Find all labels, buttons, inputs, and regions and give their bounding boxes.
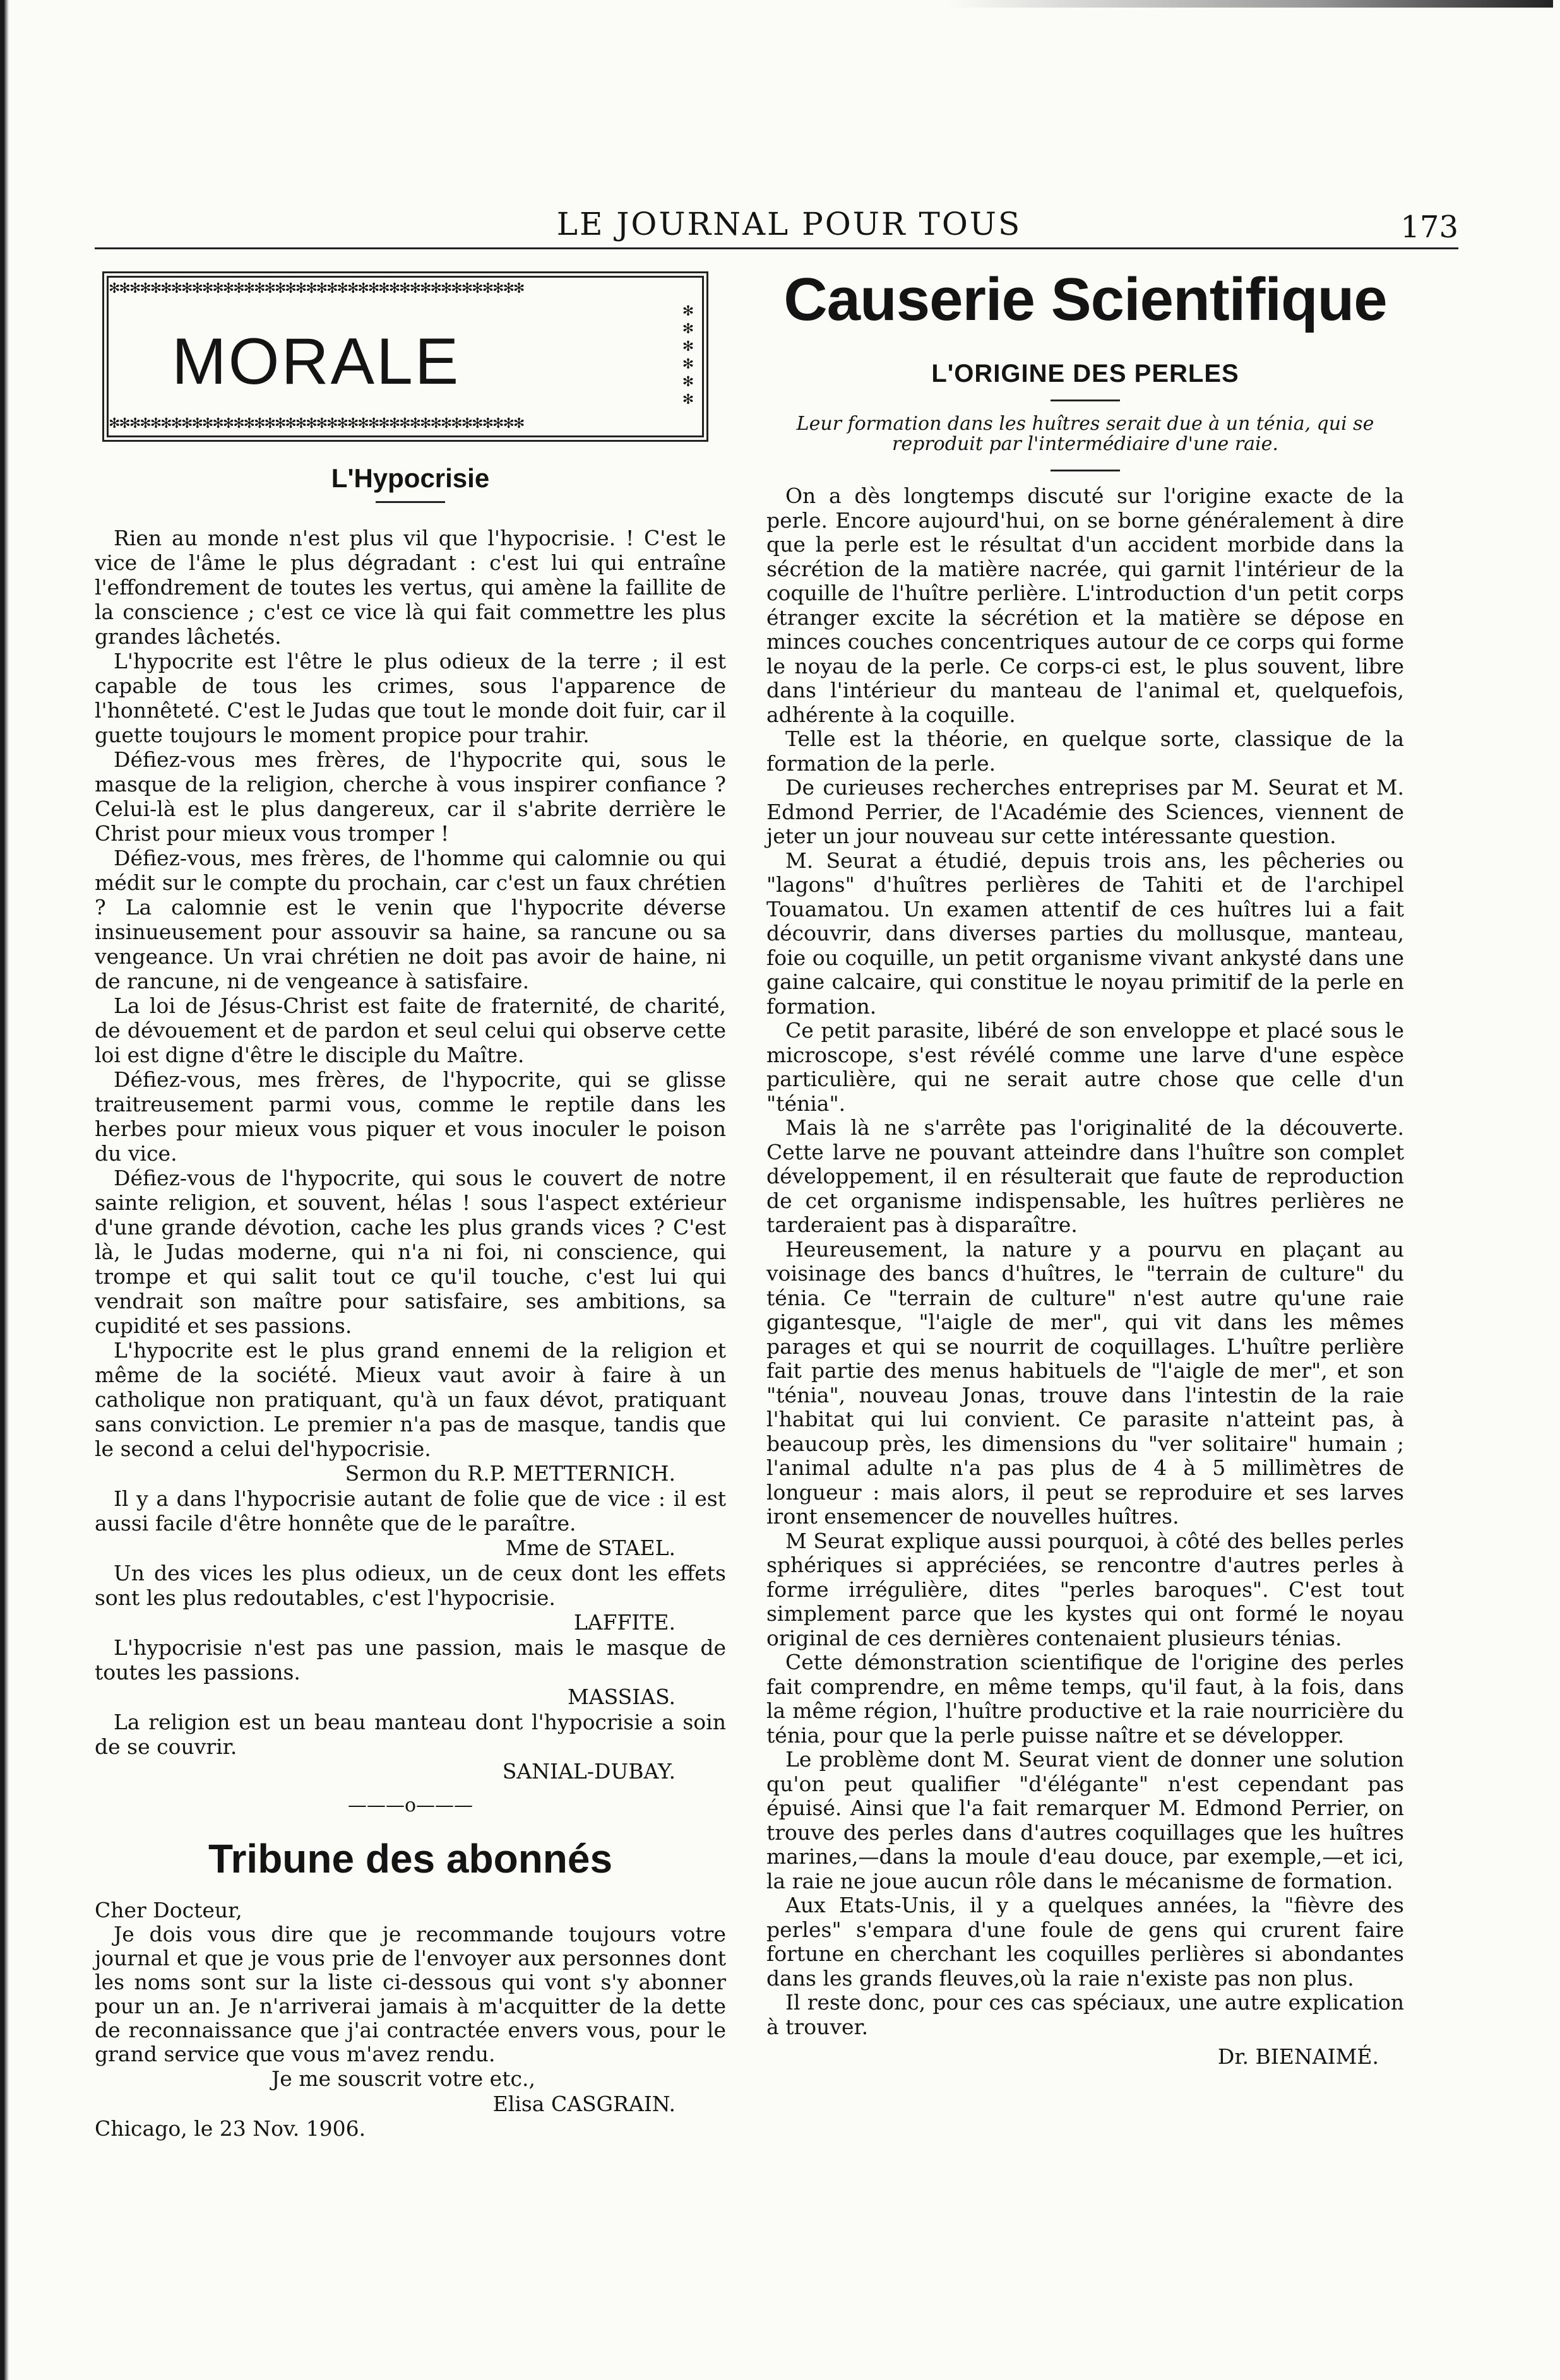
right-column	[766, 266, 1404, 2069]
divider	[376, 501, 445, 503]
star-border-icon: ✻ ✻ ✻ ✻ ✻ ✻	[682, 304, 694, 408]
scan-mark	[947, 0, 1553, 8]
paragraph: Défiez-vous mes frères, de l'hypocrite qui, sous le masque de la religion, cherche à vous inspirer confiance ? Celui-là est le plus dangereux, car il s'abrite derrière le Christ pour mieux vous tromper !	[95, 747, 726, 846]
left-column	[95, 271, 726, 2141]
quote: L'hypocrisie n'est pas une passion, mais le masque de toutes les passions.	[95, 1635, 726, 1684]
article-headline: L'ORIGINE DES PERLES	[931, 360, 1239, 388]
paragraph: Mais là ne s'arrête pas l'originalité de la découverte. Cette larve ne pouvant atteindre dans l'huître son complet développement, il en résulterait que faute de reproduction de cet organisme indispensable, les huîtres perlières ne tarderaient pas à disparaître.	[766, 1115, 1404, 1237]
quote-signature: SANIAL-DUBAY.	[502, 1759, 676, 1784]
page-number: 173	[1400, 210, 1458, 245]
quote: Un des vices les plus odieux, un de ceux dont les effets sont les plus redoutables, c'est l'hypocrisie.	[95, 1561, 726, 1610]
paragraph: Défiez-vous, mes frères, de l'hypocrite, qui se glisse traitreusement parmi vous, comme le reptile dans les herbes pour mieux vous piquer et vous inoculer le poison du vice.	[95, 1067, 726, 1166]
paragraph: Heureusement, la nature y a pourvu en plaçant au voisinage des bancs d'huîtres, le "terrain de culture" du ténia. Ce "terrain de culture" n'est autre qu'une raie gigantesque, "l'aigle de mer", qui vit dans les mêmes parages et qui se nourrit de coquillages. L'huître perlière fait partie des menus habituels de "l'aigle de mer", et son "ténia", nouveau Jonas, trouve dans l'intestin de la raie l'habitat qui lui convient. Ce parasite n'atteint pas, à beaucoup près, les dimensions du "ver solitaire" humain ; l'animal adulte n'a pas plus de 4 à 5 millimètres de longueur : mais alors, il peut se reproduire et ses larves iront ensemencer de nouvelles huîtres.	[766, 1236, 1404, 1529]
quote-signature: LAFFITE.	[573, 1610, 676, 1635]
paragraph: Défiez-vous, mes frères, de l'homme qui calomnie ou qui médit sur le compte du prochain, car c'est un faux chrétien ? La calomnie est le venin que l'hypocrite déverse insinueusement pour assouvir sa haine, sa rancune ou sa vengeance. Un vrai chrétien ne doit pas avoir de haine, ni de rancune, ni de vengeance à satisfaire.	[95, 846, 726, 993]
quote: La religion est un beau manteau dont l'hypocrisie a soin de se couvrir.	[95, 1710, 726, 1759]
paragraph: Telle est la théorie, en quelque sorte, classique de la formation de la perle.	[766, 726, 1404, 776]
quote-signature: Sermon du R.P. METTERNICH.	[345, 1461, 676, 1486]
paragraph: La loi de Jésus-Christ est faite de fraternité, de charité, de dévouement et de pardon et seul celui qui observe cette loi est digne d'être le disciple du Maître.	[95, 993, 726, 1067]
journal-title: LE JOURNAL POUR TOUS	[556, 206, 1022, 242]
divider	[1051, 470, 1120, 471]
page-header	[95, 206, 1458, 246]
star-border-icon: ✻✻✻✻✻✻✻✻✻✻✻✻✻✻✻✻✻✻✻✻✻✻✻✻✻✻✻✻✻✻✻✻✻✻✻✻✻✻✻✻	[109, 281, 524, 297]
paragraph: Il reste donc, pour ces cas spéciaux, une autre explication à trouver.	[766, 1990, 1404, 2039]
quote-signature: Mme de STAEL.	[505, 1536, 676, 1560]
morale-banner	[102, 271, 708, 442]
paragraph: Le problème dont M. Seurat vient de donner une solution qu'on peut qualifier "d'élégante" n'est cependant pas épuisé. Ainsi que l'a fait remarquer M. Edmond Perrier, on trouve des perles dans d'autres coquillages que les huîtres marines,—dans la moule d'eau douce, par exemple,—et ici, la raie ne joue aucun rôle dans le mécanisme de formation.	[766, 1747, 1404, 1893]
header-rule	[95, 247, 1458, 249]
subscriber-letter	[95, 1898, 726, 2141]
letter-place-date: Chicago, le 23 Nov. 1906.	[95, 2116, 366, 2141]
divider	[1051, 400, 1120, 401]
article-lead: Leur formation dans les huîtres serait due à un ténia, qui se reproduit par l'intermédiaire d'une raie.	[796, 413, 1374, 455]
scan-edge	[0, 0, 9, 2380]
paragraph: L'hypocrite est le plus grand ennemi de la religion et même de la société. Mieux vaut avoir à faire à un catholique non pratiquant, qu'à un faux dévot, pratiquant sans conviction. Le premier n'a pas de masque, tandis que le second a celui del'hypocrisie.	[95, 1338, 726, 1461]
paragraph: Cette démonstration scientifique de l'origine des perles fait comprendre, en même temps, qu'il faut, à la fois, dans la même région, l'huître productive et la raie nourricière du ténia, pour que la perle puisse naître et se développer.	[766, 1650, 1404, 1748]
morale-title: MORALE	[172, 325, 461, 398]
quote: Il y a dans l'hypocrisie autant de folie que de vice : il est aussi facile d'être honnête que de le paraître.	[95, 1486, 726, 1536]
paragraph: L'hypocrite est l'être le plus odieux de la terre ; il est capable de tous les crimes, sous l'apparence de l'honnêteté. C'est le Judas que tout le monde doit fuir, car il guette toujours le moment propice pour trahir.	[95, 649, 726, 747]
paragraph: Défiez-vous de l'hypocrite, qui sous le couvert de notre sainte religion, et souvent, hélas ! sous l'aspect extérieur d'une grande dévotion, cache les plus grands vices ? C'est là, le Judas moderne, qui n'a ni foi, ni conscience, qui trompe et qui salit tout ce qu'il touche, c'est lui qui vendrait son maître pour satisfaire, ses ambitions, sa cupidité et ses passions.	[95, 1166, 726, 1338]
section-subtitle: L'Hypocrisie	[331, 463, 490, 493]
letter-body: Je dois vous dire que je recommande toujours votre journal et que je vous prie de l'envoyer aux personnes dont les noms sont sur la liste ci-dessous qui vont s'y abonner pour un an. Je n'arriverai jamais à m'acquitter de la dette de reconnaissance que j'ai contractée envers vous, pour le grand service que vous m'avez rendu.	[95, 1922, 726, 2066]
causerie-body	[766, 484, 1404, 2039]
paragraph: M Seurat explique aussi pourquoi, à côté des belles perles sphériques si appréciées, se rencontre d'autres perles à forme irrégulière, dites "perles baroques". C'est tout simplement parce que les kystes qui ont formé le noyau original de ces dernières contenaient plusieurs ténias.	[766, 1528, 1404, 1650]
section-separator: ———o———	[347, 1794, 473, 1816]
causerie-title: Causerie Scientifique	[783, 266, 1387, 333]
paragraph: M. Seurat a étudié, depuis trois ans, les pêcheries ou "lagons" d'huîtres perlières de Tahiti et de l'archipel Touamatou. Un examen attentif de ces huîtres lui a fait découvrir, dans diverses parties du mollusque, manteau, foie ou coquille, un petit organisme vivant ankysté dans une gaine calcaire, qui constitue le noyau primitif de la perle en formation.	[766, 848, 1404, 1019]
letter-salutation: Cher Docteur,	[95, 1898, 242, 1922]
paragraph: Aux Etats-Unis, il y a quelques années, la "fièvre des perles" s'empara d'une foule de gens qui crurent faire fortune en cherchant les coquilles perlières si abondantes dans les grands fleuves,où la raie n'existe pas non plus.	[766, 1893, 1404, 1991]
morale-body	[95, 526, 726, 1784]
paragraph: On a dès longtemps discuté sur l'origine exacte de la perle. Encore aujourd'hui, on se borne généralement à dire que la perle est le résultat d'un accident morbide dans la sécrétion de la matière nacrée, qui garnit l'intérieur de la coquille de l'huître perlière. L'introduction d'un petit corps étranger excite la sécrétion et la matière se dépose en minces couches concentriques autour de ce corps qui forme le noyau de la perle. Ce corps-ci est, le plus souvent, libre dans l'intérieur du manteau de l'animal et, quelquefois, adhérente à la coquille.	[766, 483, 1404, 727]
star-border-icon: ✻✻✻✻✻✻✻✻✻✻✻✻✻✻✻✻✻✻✻✻✻✻✻✻✻✻✻✻✻✻✻✻✻✻✻✻✻✻✻✻	[109, 417, 524, 432]
paragraph: Ce petit parasite, libéré de son enveloppe et placé sous le microscope, s'est révélé comme une larve d'une espèce particulière, qui ne serait autre chose que celle d'un "ténia".	[766, 1018, 1404, 1116]
quote-signature: MASSIAS.	[567, 1684, 676, 1709]
tribune-title: Tribune des abonnés	[208, 1836, 613, 1881]
article-signature: Dr. BIENAIMÉ.	[1217, 2044, 1379, 2069]
letter-signature: Elisa CASGRAIN.	[492, 2092, 676, 2116]
paragraph: De curieuses recherches entreprises par M. Seurat et M. Edmond Perrier, de l'Académie des Sciences, viennent de jeter un jour nouveau sur cette intéressante question.	[766, 775, 1404, 848]
paragraph: Rien au monde n'est plus vil que l'hypocrisie. ! C'est le vice de l'âme le plus dégradant : c'est lui qui entraîne l'effondrement de toutes les vertus, qui amène la faillite de la conscience ; c'est ce vice là qui fait commettre les plus grandes lâchetés.	[95, 526, 726, 649]
letter-closing: Je me souscrit votre etc.,	[271, 2066, 535, 2091]
